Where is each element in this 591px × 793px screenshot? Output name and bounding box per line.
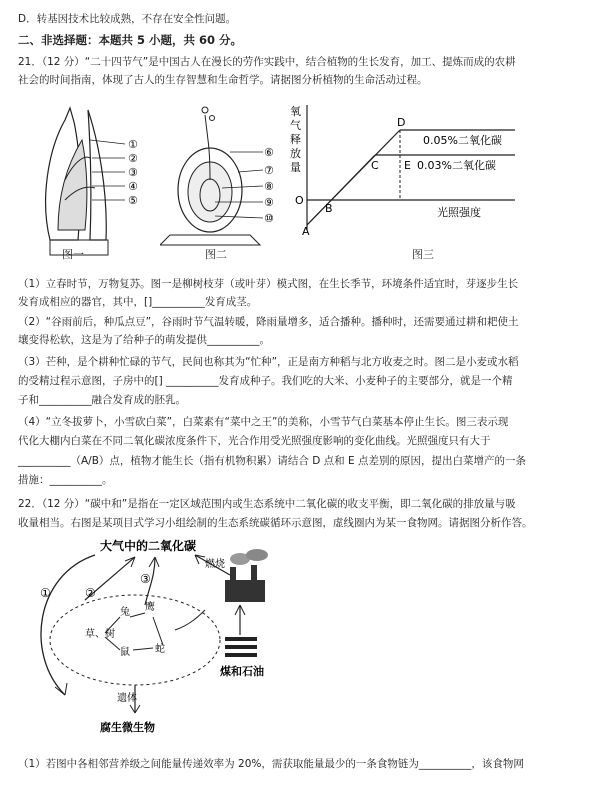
q21-sub4-line2: 代化大棚内白菜在不同二氧化碳浓度条件下，光合作用受光照强度影响的变化曲线。光照强度只有大于 xyxy=(18,435,491,447)
q22-stem-line2: 收量相当。右图是某项目式学习小组绘制的生态系统碳循环示意图，虚线圈内为某一食物网。请据图分析作答。 xyxy=(18,517,533,529)
snake-label: 蛇 xyxy=(155,644,165,655)
fig3-xlabel: 光照强度 xyxy=(437,206,481,219)
fig1-label-5: ⑤ xyxy=(128,194,138,207)
fig3-origin: O xyxy=(295,194,304,207)
fig3-point-b: B xyxy=(325,202,333,215)
q21-sub2-line2: 壤变得松软，这是为了给种子的萌发提供__________。 xyxy=(18,334,270,346)
grass-tree-label: 草、树 xyxy=(85,629,115,640)
fig3-ylabel-1: 氧 xyxy=(290,105,301,118)
option-d: D．转基因技术比较成熟，不存在安全性问题。 xyxy=(18,13,237,25)
q21-sub4-line3: __________（A/B）点，植物才能生长（指有机物积累）请结合 D 点和 E 点差别的原因，提出白菜增产的一条 xyxy=(18,455,526,467)
rabbit-label: 兔 xyxy=(120,607,130,618)
fig1-label-3: ③ xyxy=(128,166,138,179)
fig2-label-7: ⑦ xyxy=(264,164,274,177)
arrow-2-label: ② xyxy=(85,586,96,600)
carbon-cycle-diagram xyxy=(25,535,355,740)
fig3-ylabel-2: 气 xyxy=(290,119,301,132)
atmosphere-co2-label: 大气中的二氧化碳 xyxy=(100,539,197,553)
q21-stem-line1: 21．（12 分）“二十四节气”是中国古人在漫长的劳作实践中，结合植物的生长发育，加工、提炼而成的农耕 xyxy=(18,56,516,68)
fig1-caption: 图一 xyxy=(62,248,84,261)
q21-sub3-line2: 的受精过程示意图，子房中的[] __________发育成种子。我们吃的大米、小麦种子的主要部分，就是一个精 xyxy=(18,375,513,387)
mouse-label: 鼠 xyxy=(120,647,130,658)
fig3-series-high: 0.05%二氧化碳 xyxy=(423,134,502,147)
figure-3-graph xyxy=(285,100,525,240)
fig3-point-e: E xyxy=(404,159,411,172)
q22-stem-line1: 22．（12 分）“碳中和”是指在一定区域范围内或生态系统中二氧化碳的收支平衡，即二氧化碳的排放量与吸 xyxy=(18,498,516,510)
fig2-label-6: ⑥ xyxy=(264,146,274,159)
remains-label: 遗体 xyxy=(117,693,137,704)
fig1-label-2: ② xyxy=(128,152,138,165)
q21-sub1-line2: 发育成相应的器官，其中，[]__________发育成茎。 xyxy=(18,296,258,308)
arrow-1-label: ① xyxy=(40,586,51,600)
q21-stem-line2: 社会的时间指南，体现了古人的生存智慧和生命哲学。请据图分析植物的生命活动过程。 xyxy=(18,74,428,86)
fig3-point-c: C xyxy=(371,159,379,172)
factory-icon xyxy=(225,549,268,602)
figure-1-bud xyxy=(30,100,150,265)
q21-sub2-line1: （2）“谷雨前后，种瓜点豆”，谷雨时节气温转暖，降雨量增多，适合播种。播种时，还需要通过耕和耙使土 xyxy=(18,316,519,328)
decomposers-label: 腐生微生物 xyxy=(100,721,155,734)
fig2-label-9: ⑨ xyxy=(264,196,274,209)
coal-oil-label: 煤和石油 xyxy=(220,665,264,678)
fig2-label-10: ⑩ xyxy=(264,212,274,225)
q21-sub1-line1: （1）立春时节，万物复苏。图一是柳树枝芽（或叶芽）模式图，在生长季节，环境条件适宜时，芽逐步生长 xyxy=(18,278,519,290)
fig3-ylabel-3: 释 xyxy=(290,133,301,146)
fig2-label-8: ⑧ xyxy=(264,180,274,193)
burn-label: 燃烧 xyxy=(205,559,225,570)
figure-2-fertilization xyxy=(160,100,290,250)
eagle-label: 鹰 xyxy=(145,602,155,613)
fig1-label-4: ④ xyxy=(128,180,138,193)
fig3-point-d: D xyxy=(397,116,406,129)
fig3-ylabel-4: 放 xyxy=(290,147,301,160)
fig3-ylabel-5: 量 xyxy=(290,161,301,174)
q21-sub3-line3: 子和__________融合发育成的胚乳。 xyxy=(18,394,186,406)
q21-sub4-line4: 措施：__________。 xyxy=(18,474,113,486)
fig3-caption: 图三 xyxy=(412,248,434,261)
fig1-label-1: ① xyxy=(128,138,138,151)
arrow-3-label: ③ xyxy=(140,572,151,586)
section-title: 二、非选择题：本题共 5 小题，共 60 分。 xyxy=(18,33,243,47)
fig2-caption: 图二 xyxy=(205,248,227,261)
fig3-series-low: 0.03%二氧化碳 xyxy=(417,159,496,172)
q21-sub3-line1: （3）芒种，是个耕种忙碌的节气，民间也称其为“忙种”，正是南方种稻与北方收麦之时。图二是小麦或水稻 xyxy=(18,356,519,368)
q22-sub1-line1: （1）若图中各相邻营养级之间能量传递效率为 20%，需获取能量最少的一条食物链为__________，该食物网 xyxy=(18,758,524,770)
q21-sub4-line1: （4）“立冬拔萝卜，小雪砍白菜”，白菜素有“菜中之王”的美称，小雪节气白菜基本停止生长。图三表示现 xyxy=(18,416,509,428)
fig3-point-a: A xyxy=(302,225,310,238)
